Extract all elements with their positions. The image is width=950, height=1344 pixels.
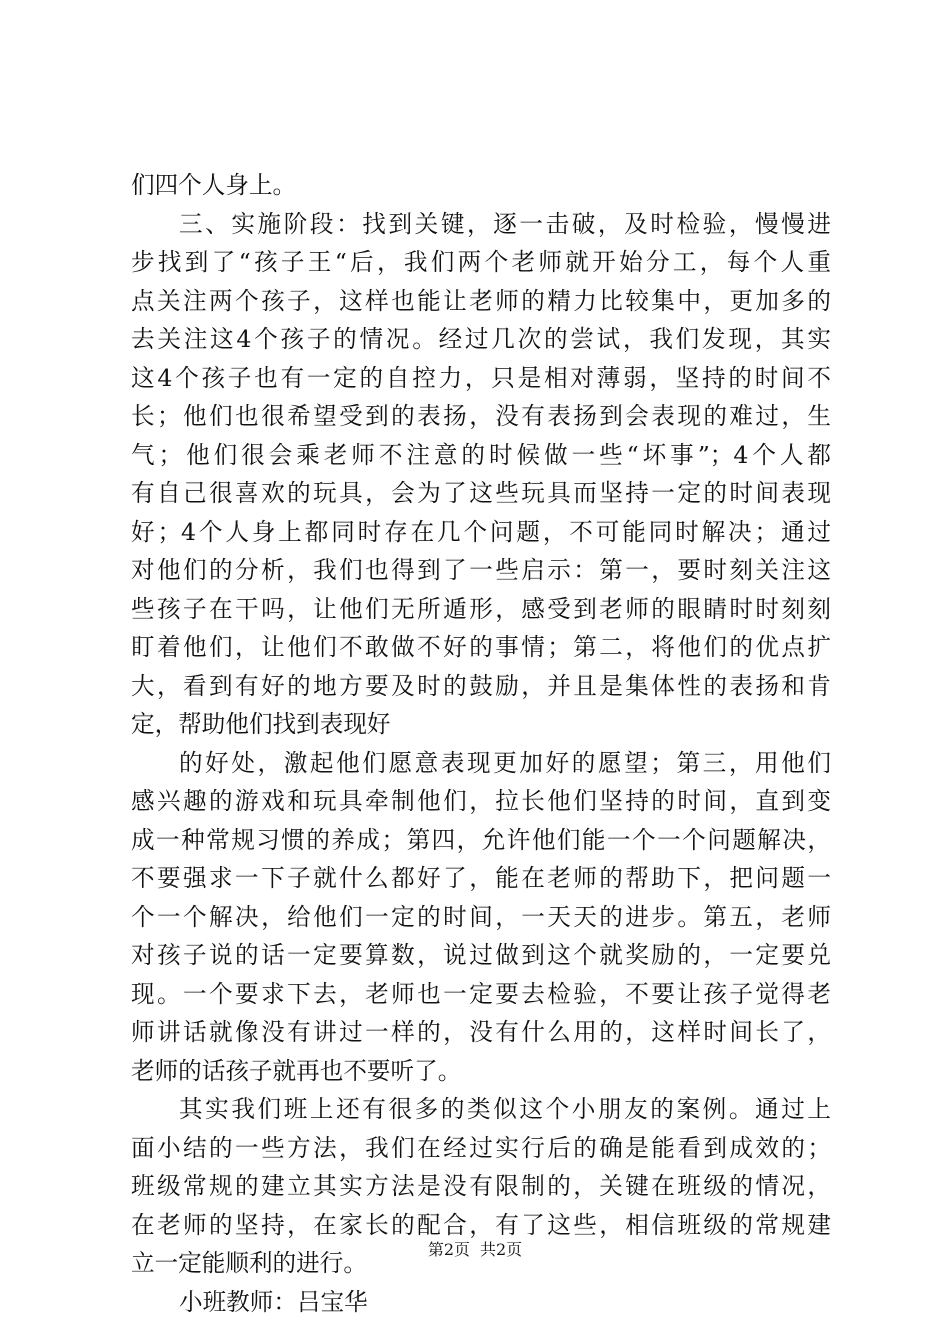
- text-line: 立一定能顺利的进行。: [131, 1249, 367, 1277]
- text-line: 点关注两个孩子，这样也能让老师的精力比较集中，更加多的: [131, 286, 831, 315]
- text-line: 步找到了“孩子王“后，我们两个老师就开始分工，每个人重: [131, 248, 831, 276]
- document-body: [131, 166, 831, 1321]
- page-number: 第2页: [427, 1240, 470, 1259]
- text-line: 定，帮助他们找到表现好: [131, 710, 391, 738]
- text-line: 个一个解决，给他们一定的时间，一天天的进步。第五，老师: [131, 902, 831, 931]
- page-total: 共2页: [480, 1240, 523, 1259]
- text-line: 盯着他们，让他们不敢做不好的事情；第二，将他们的优点扩: [131, 633, 831, 661]
- text-line: 长；他们也很希望受到的表扬，没有表扬到会表现的难过，生: [131, 402, 831, 430]
- text-line: 成一种常规习惯的养成；第四，允许他们能一个一个问题解决，: [131, 825, 831, 854]
- text-line: 些孩子在干吗，让他们无所遁形，感受到老师的眼睛时时刻刻: [131, 594, 831, 623]
- text-line: 去关注这4个孩子的情况。经过几次的尝试，我们发现，其实: [131, 325, 831, 353]
- page-footer: [0, 1240, 950, 1260]
- text-line: 对孩子说的话一定要算数，说过做到这个就奖励的，一定要兑: [131, 941, 831, 969]
- text-line: 在老师的坚持，在家长的配合，有了这些，相信班级的常规建: [131, 1210, 831, 1239]
- text-line: 班级常规的建立其实方法是没有限制的，关键在班级的情况，: [131, 1172, 831, 1200]
- text-line: 这4个孩子也有一定的自控力，只是相对薄弱，坚持的时间不: [131, 363, 831, 392]
- text-line: 现。一个要求下去，老师也一定要去检验，不要让孩子觉得老: [131, 979, 831, 1008]
- text-line: 不要强求一下子就什么都好了，能在老师的帮助下，把问题一: [131, 864, 831, 892]
- text-line: 三、实施阶段：找到关键，逐一击破，及时检验，慢慢进: [179, 209, 831, 238]
- text-line: 面小结的一些方法，我们在经过实行后的确是能看到成效的；: [131, 1133, 831, 1162]
- text-line: 对他们的分析，我们也得到了一些启示：第一，要时刻关注这: [131, 556, 831, 584]
- text-line: 感兴趣的游戏和玩具牵制他们，拉长他们坚持的时间，直到变: [131, 787, 831, 815]
- text-line: 有自己很喜欢的玩具，会为了这些玩具而坚持一定的时间表现: [131, 479, 831, 507]
- text-line: 的好处，激起他们愿意表现更加好的愿望；第三，用他们: [179, 748, 831, 777]
- text-line: 大，看到有好的地方要及时的鼓励，并且是集体性的表扬和肯: [131, 671, 831, 700]
- text-line: 其实我们班上还有很多的类似这个小朋友的案例。通过上: [179, 1095, 831, 1123]
- text-line: 师讲话就像没有讲过一样的，没有什么用的，这样时间长了，: [131, 1018, 831, 1046]
- text-line: 小班教师：吕宝华: [179, 1287, 368, 1316]
- text-line: 好；4个人身上都同时存在几个问题，不可能同时解决；通过: [131, 517, 831, 546]
- text-line: 们四个人身上。: [131, 171, 297, 199]
- text-line: 老师的话孩子就再也不要听了。: [131, 1056, 462, 1085]
- text-line: 气；他们很会乘老师不注意的时候做一些“坏事”；4个人都: [131, 440, 831, 469]
